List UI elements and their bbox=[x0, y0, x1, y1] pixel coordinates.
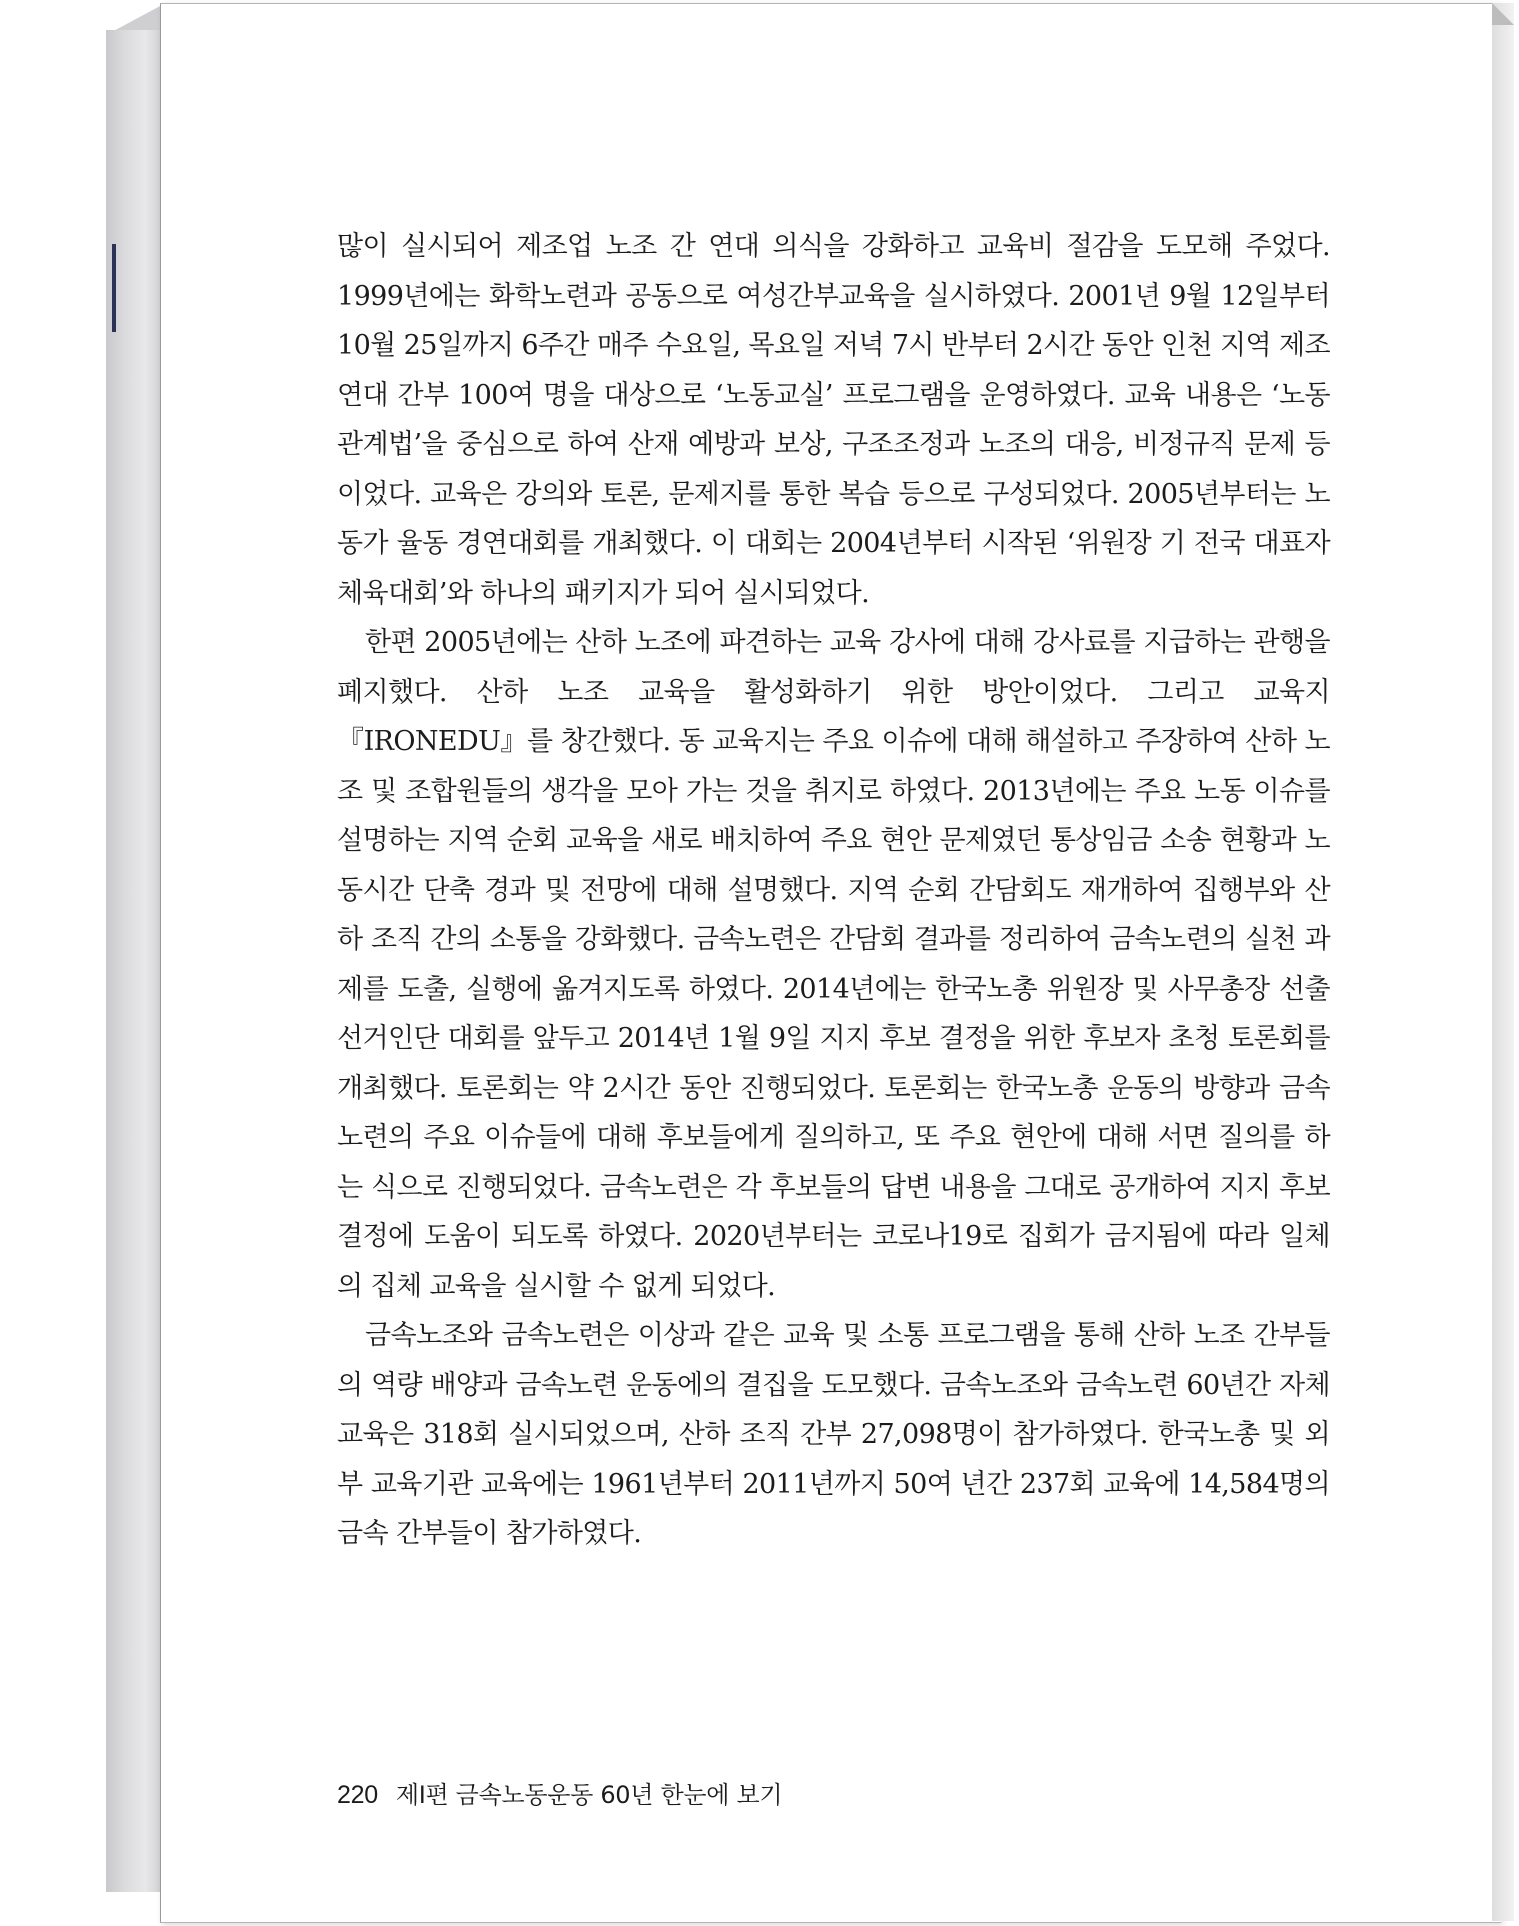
paragraph-3: 금속노조와 금속노련은 이상과 같은 교육 및 소통 프로그램을 통해 산하 노조 간부들의 역량 배양과 금속노련 운동에의 결집을 도모했다. 금속노조와 금속노련 60년간 자체 교육은 318회 실시되었으며, 산하 조직 간부 27,098명이 참가하였다. 한국노총 및 외부 교육기관 교육에는 1961년부터 2011년까지 50여 년간 237회 교육에 14,584명의 금속 간부들이 참가하였다. bbox=[337, 1320, 1330, 1549]
section-title: 제Ⅰ편 금속노동운동 60년 한눈에 보기 bbox=[395, 1781, 783, 1809]
paragraph-2: 한편 2005년에는 산하 노조에 파견하는 교육 강사에 대해 강사료를 지급하는 관행을 폐지했다. 산하 노조 교육을 활성화하기 위한 방안이었다. 그리고 교육지『IRONEDU』를 창간했다. 동 교육지는 주요 이슈에 대해 해설하고 주장하여 산하 노조 및 조합원들의 생각을 모아 가는 것을 취지로 하였다. 2013년에는 주요 노동 이슈를 설명하는 지역 순회 교육을 새로 배치하여 주요 현안 문제였던 통상임금 소송 현황과 노동시간 단축 경과 및 전망에 대해 설명했다. 지역 순회 간담회도 재개하여 집행부와 산하 조직 간의 소통을 강화했다. 금속노련은 간담회 결과를 정리하여 금속노련의 실천 과제를 도출, 실행에 옮겨지도록 하였다. 2014년에는 한국노총 위원장 및 사무총장 선출 선거인단 대회를 앞두고 2014년 1월 9일 지지 후보 결정을 위한 후보자 초청 토론회를 개최했다. 토론회는 약 2시간 동안 진행되었다. 토론회는 한국노총 운동의 방향과 금속노련의 주요 이슈들에 대해 후보들에게 질의하고, 또 주요 현안에 대해 서면 질의를 하는 식으로 진행되었다. 금속노련은 각 후보들의 답변 내용을 그대로 공개하여 지지 후보 결정에 도움이 되도록 하였다. 2020년부터는 코로나19로 집회가 금지됨에 따라 일체의 집체 교육을 실시할 수 없게 되었다. bbox=[337, 627, 1330, 1302]
spine-bookmark-ribbon bbox=[112, 244, 116, 332]
body-text bbox=[337, 222, 1330, 1559]
page-footer bbox=[337, 1775, 782, 1810]
paragraph-1: 많이 실시되어 제조업 노조 간 연대 의식을 강화하고 교육비 절감을 도모해 주었다. 1999년에는 화학노련과 공동으로 여성간부교육을 실시하였다. 2001년 9월 12일부터 10월 25일까지 6주간 매주 수요일, 목요일 저녁 7시 반부터 2시간 동안 인천 지역 제조연대 간부 100여 명을 대상으로 ‘노동교실’ 프로그램을 운영하였다. 교육 내용은 ‘노동관계법’을 중심으로 하여 산재 예방과 보상, 구조조정과 노조의 대응, 비정규직 문제 등이었다. 교육은 강의와 토론, 문제지를 통한 복습 등으로 구성되었다. 2005년부터는 노동가 율동 경연대회를 개최했다. 이 대회는 2004년부터 시작된 ‘위원장 기 전국 대표자 체육대회’와 하나의 패키지가 되어 실시되었다. bbox=[337, 231, 1330, 609]
page-number: 220 bbox=[337, 1781, 378, 1809]
page-right-edge bbox=[1492, 3, 1514, 1921]
